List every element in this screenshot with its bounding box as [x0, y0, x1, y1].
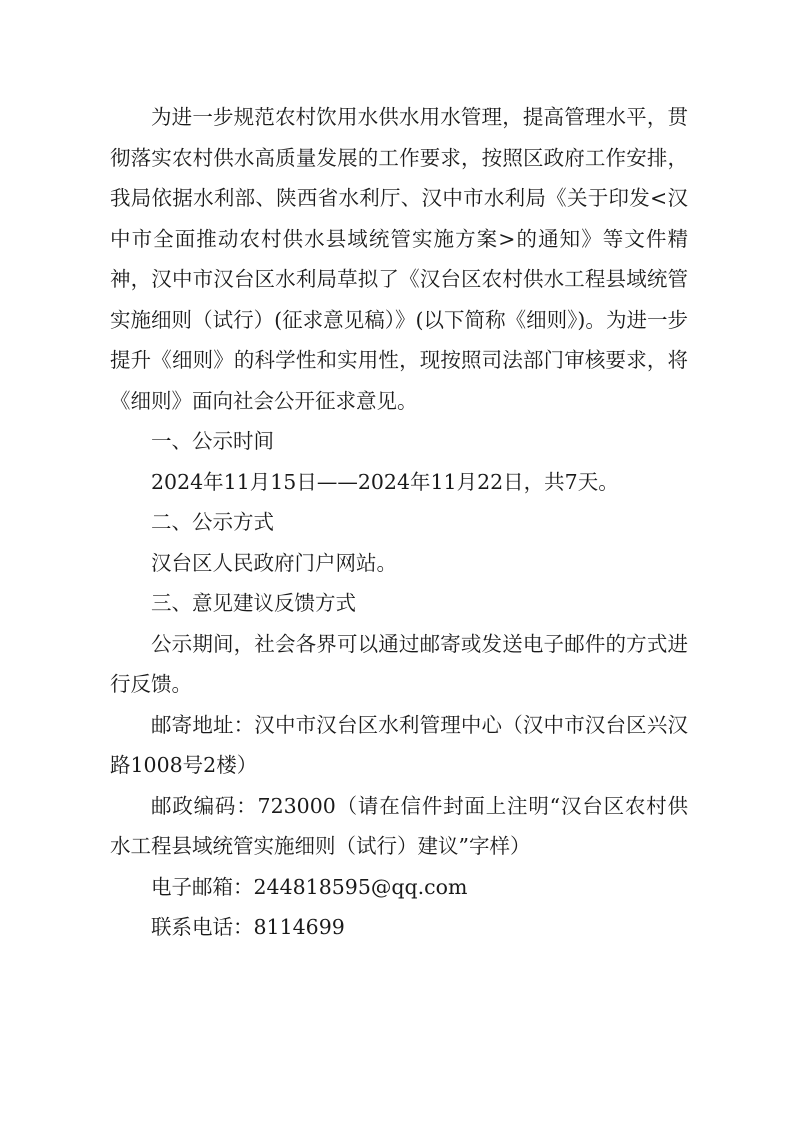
- section-2-body: 汉台区人民政府门户网站。: [151, 550, 397, 575]
- section-1-heading: 一、公示时间: [151, 429, 274, 453]
- postal-code: 邮政编码：723000（请在信件封面上注明“汉台区农村供水工程县域统管实施细则（试行）建议”字样）: [110, 793, 688, 858]
- section-3-body: 公示期间，社会各界可以通过邮寄或发送电子邮件的方式进行反馈。: [110, 631, 688, 696]
- mail-address: 邮寄地址：汉中市汉台区水利管理中心（汉中市汉台区兴汉路1008号2楼）: [110, 712, 688, 777]
- section-3-heading: 三、意见建议反馈方式: [151, 591, 356, 615]
- intro-paragraph: 为进一步规范农村饮用水供水用水管理，提高管理水平，贯彻落实农村供水高质量发展的工作要求，按照区政府工作安排，我局依据水利部、陕西省水利厅、汉中市水利局《关于印发<汉中市全面推动农村供水县域统管实施方案>的通知》等文件精神，汉中市汉台区水利局草拟了《汉台区农村供水工程县域统管实施细则（试行）(征求意见稿）》(以下简称《细则》)。为进一步提升《细则》的科学性和实用性，现按照司法部门审核要求，将《细则》面向社会公开征求意见。: [110, 105, 688, 413]
- contact-phone: 联系电话：8114699: [151, 915, 345, 939]
- email-address: 电子邮箱：244818595@qq.com: [151, 874, 468, 899]
- document-body: [110, 97, 688, 948]
- section-1-body: 2024年11月15日——2024年11月22日，共7天。: [151, 469, 619, 494]
- section-2-heading: 二、公示方式: [151, 510, 274, 534]
